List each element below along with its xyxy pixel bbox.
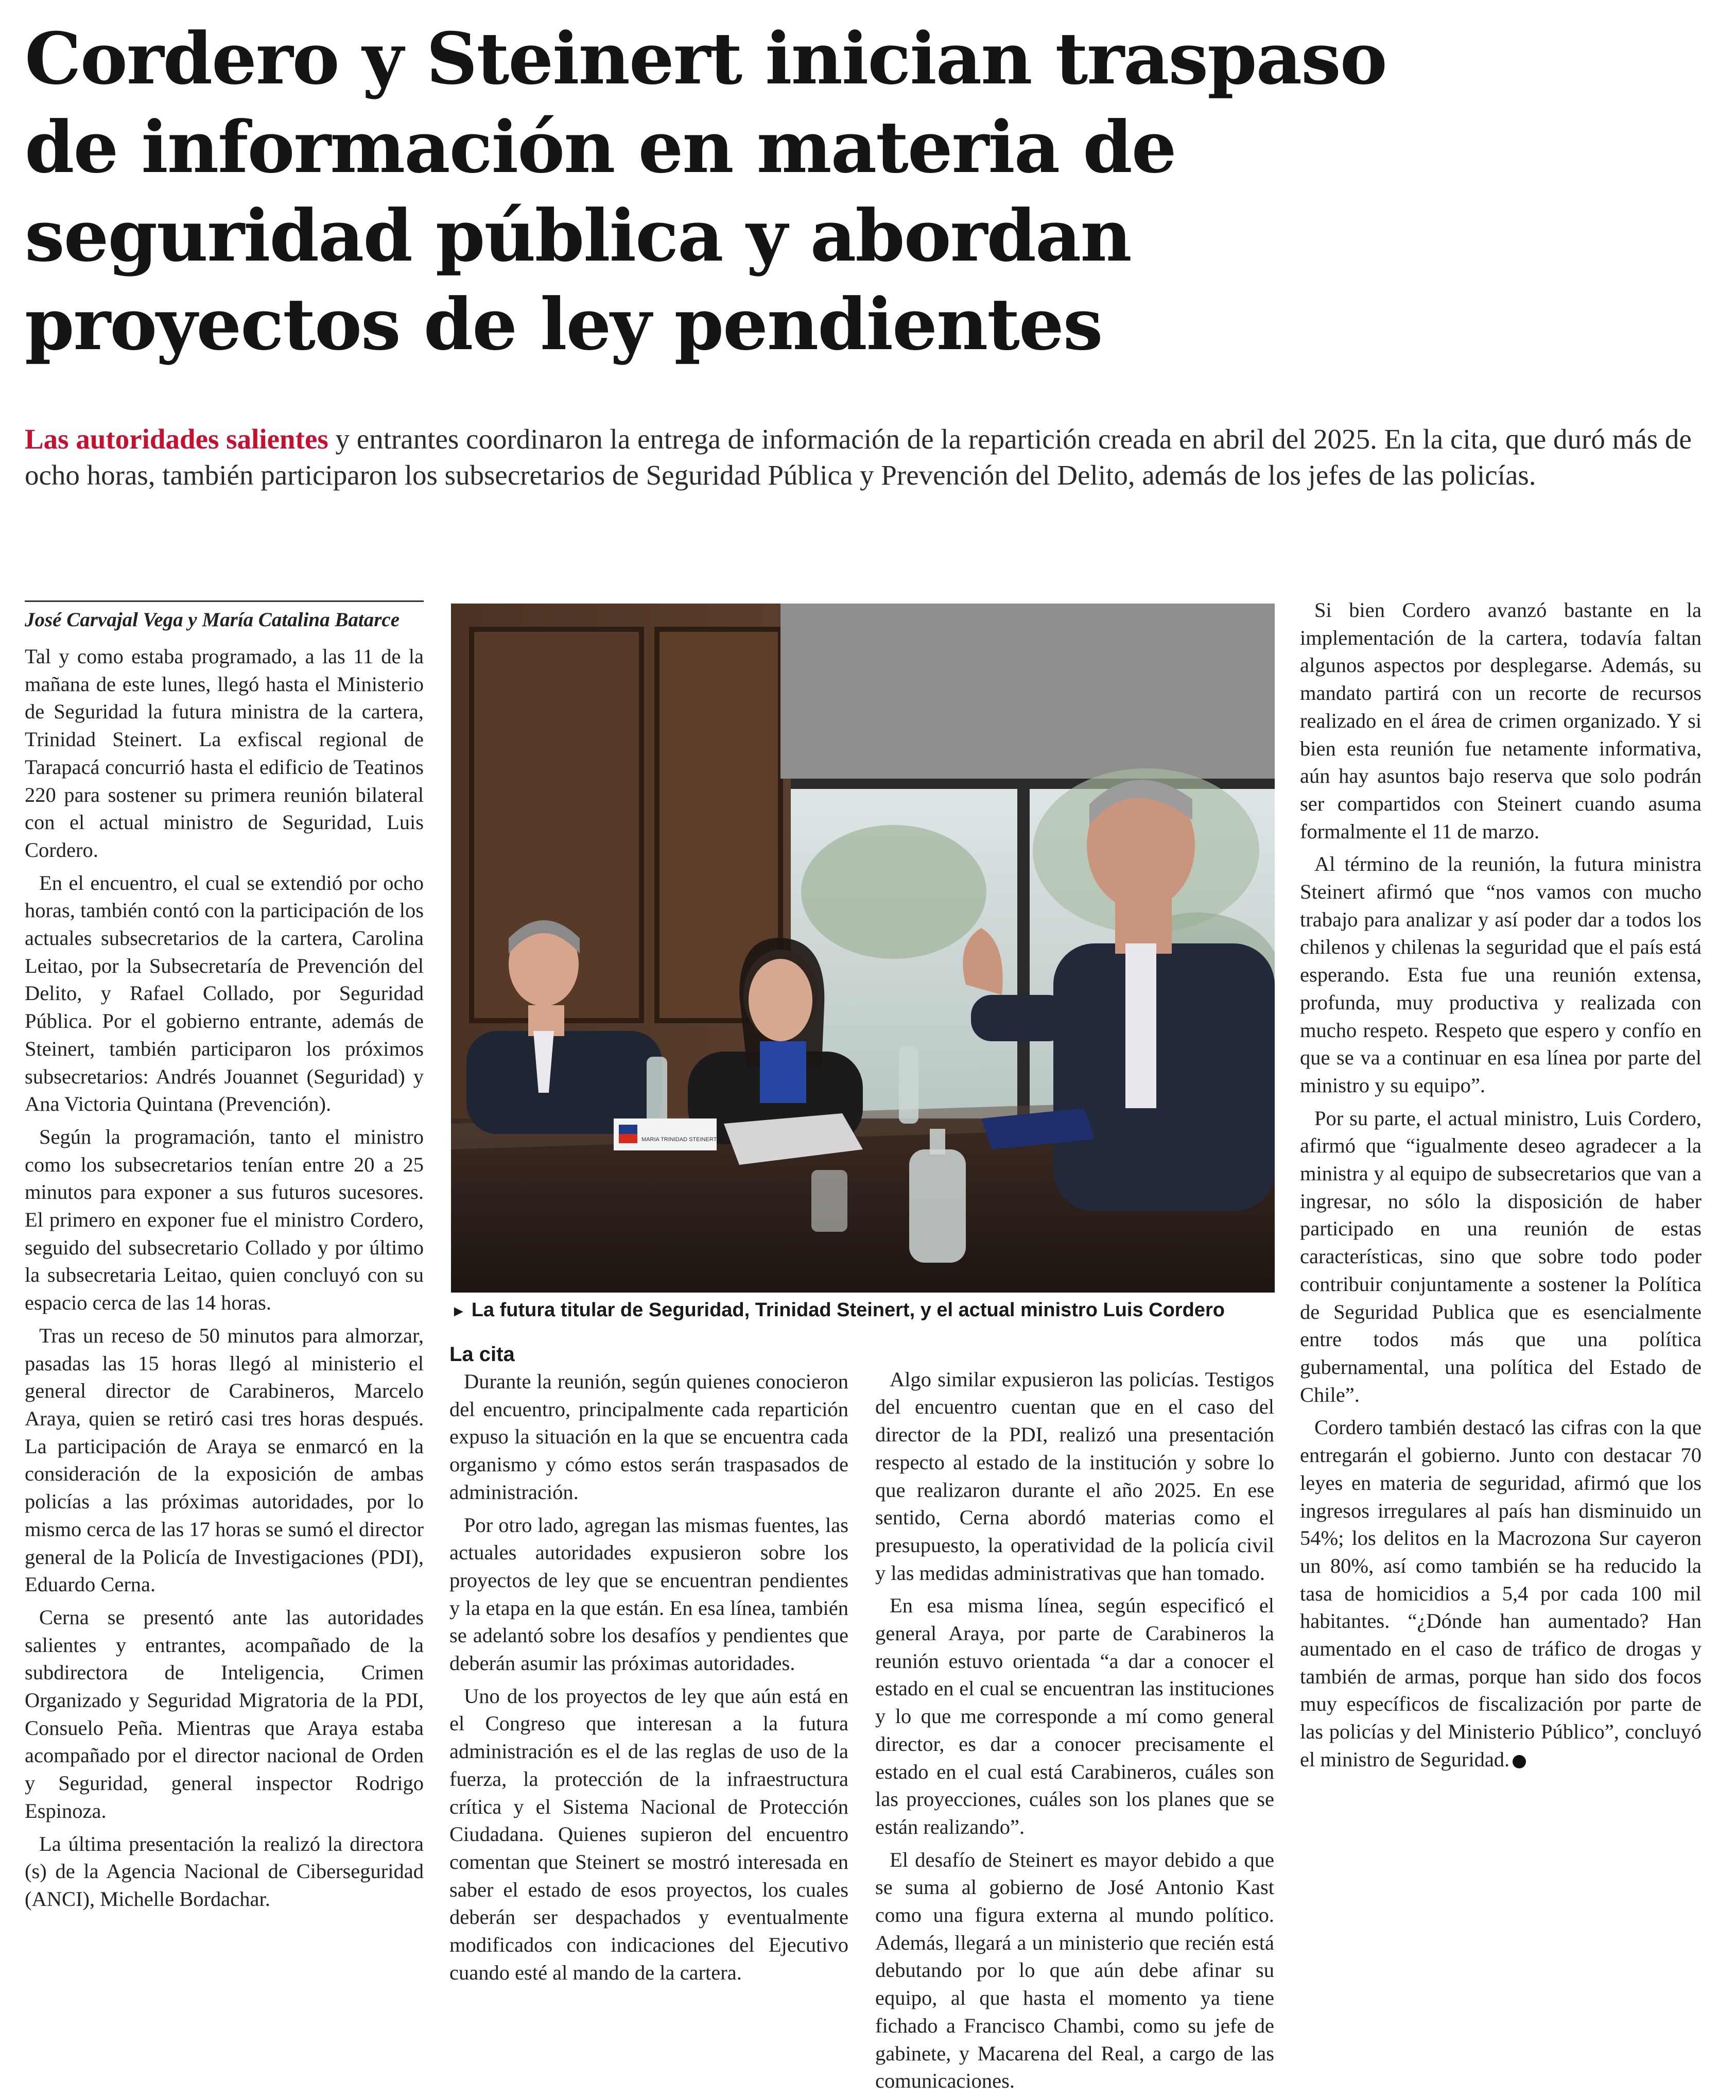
body-column-4 xyxy=(1300,596,1702,1779)
byline: José Carvajal Vega y María Catalina Batarce xyxy=(25,609,400,631)
body-paragraph-13: Si bien Cordero avanzó bastante en la implementación de la cartera, todavía faltan algunos aspectos por desplegarse. Además, su mandato partirá con un recorte de recursos realizado en el área de crimen organizado. Y si bien esta reunión fue netamente informativa, aún hay asuntos bajo reserva que solo podrán ser compartidos con Steinert cuando asuma formalmente el 11 de marzo. xyxy=(1300,598,1702,843)
headline xyxy=(25,14,1698,369)
body-paragraph-1: Tal y como estaba programado, a las 11 de la mañana de este lunes, llegó hasta el Ministerio de Seguridad la futura ministra de la cartera, Trinidad Steinert. La exfiscal regional de Tarapacá concurrió hasta el edificio de Teatinos 220 para sostener su primera reunión bilateral con el actual ministro de Seguridad, Luis Cordero. xyxy=(25,645,424,862)
headline-line-1: Cordero y Steinert inician traspaso xyxy=(25,16,1386,100)
body-paragraph-16 xyxy=(1300,1414,1702,1773)
body-column-2 xyxy=(449,1338,848,1986)
body-paragraph-14: Al término de la reunión, la futura ministra Steinert afirmó que “nos vamos con mucho trabajo para analizar y así poder dar a todos los chilenos y chilenas la seguridad que el país está esperando. Esta fue una reunión extensa, profunda, muy productiva y realizada con mucho respeto. Respeto que espero y confío en que se va a continuar en esa línea por parte del ministro y su equipo”. xyxy=(1300,852,1702,1097)
body-column-1 xyxy=(25,599,424,1918)
body-paragraph-5: Cerna se presentó ante las autoridades salientes y entrantes, acompañado de la subdirectora de Inteligencia, Crimen Organizado y Seguridad Migratoria de la PDI, Consuelo Peña. Mientras que Araya estaba acompañado por el director nacional de Orden y Seguridad, general inspector Rodrigo Espinoza. xyxy=(25,1605,424,1822)
headline-line-3: seguridad pública y abordan xyxy=(25,194,1131,278)
caption-marker: ► xyxy=(451,1303,466,1320)
body-paragraph-7: Durante la reunión, según quienes conocieron del encuentro, principalmente cada repartición expuso la situación en la que se encuentra cada organismo y cómo estos serán traspasados de administración. xyxy=(449,1370,848,1504)
column-3-continuation-spacer xyxy=(875,1338,1274,1366)
lead-paragraph xyxy=(25,421,1708,493)
body-paragraph-9: Uno de los proyectos de ley que aún está en el Congreso que interesan a la futura administración es el de las reglas de uso de la fuerza, la protección de la infraestructura crítica y el Sistema Nacional de Protección Ciudadana. Quienes supieron del encuentro comentan que Steinert se mostró interesada en saber el estado de esos proyectos, los cuales deberán ser despachados y eventualmente modificados con indicaciones del Ejecutivo cuando esté al mando de la cartera. xyxy=(449,1684,848,1984)
body-paragraph-4: Tras un receso de 50 minutos para almorzar, pasadas las 15 horas llegó al ministerio el general director de Carabineros, Marcelo Araya, quien se retiró casi tres horas después. La participación de Araya se enmarcó en la consideración de la exposición de ambas policías a las próximas autoridades, por lo mismo cerca de las 17 horas se sumó el director general de la Policía de Investigaciones (PDI), Eduardo Cerna. xyxy=(25,1323,424,1596)
body-paragraph-11: En esa misma línea, según especificó el general Araya, por parte de Carabineros la reunión estuvo orientada “a dar a conocer el estado en el cual se encuentran las instituciones y lo que me corresponde a mí como general director, es dar a conocer precisamente el estado en el cual está Carabineros, cuáles son las proyecciones, cuáles son los planes que se están realizando”. xyxy=(875,1594,1274,1838)
meeting-photo-illustration xyxy=(451,604,1275,1293)
photo-caption xyxy=(451,1298,1275,1324)
article-photo xyxy=(451,604,1275,1293)
body-paragraph-15: Por su parte, el actual ministro, Luis Cordero, afirmó que “igualmente deseo agradecer a la ministra y al equipo de subsecretarios que van a ingresar, no sólo la disposición de haber participado en una reunión de estas características, sino que sobre todo poder contribuir conjuntamente a sostener la Política de Seguridad Publica que es esencialmente entre todos más que una política gubernamental, una política del Estado de Chile”. xyxy=(1300,1106,1702,1406)
body-paragraph-2: En el encuentro, el cual se extendió por ocho horas, también contó con la participación de los actuales subsecretarios de la cartera, Carolina Leitao, por la Subsecretaría de Prevención del Delito, y Rafael Collado, por Seguridad Pública. Por el gobierno entrante, además de Steinert, también participaron los próximos subsecretarios: Andrés Jouannet (Seguridad) y Ana Victoria Quintana (Prevención). xyxy=(25,871,424,1116)
body-column-3 xyxy=(875,1338,1274,2100)
body-paragraph-12: El desafío de Steinert es mayor debido a que se suma al gobierno de José Antonio Kast como una figura externa al mundo político. Además, llegará a un ministerio que recién está debutando por lo que aún debe afinar su equipo, al que hasta el momento ya tiene fichado a Francisco Chambi, como su jefe de gabinete, y Macarena del Real, a cargo de las comunicaciones. xyxy=(875,1848,1274,2093)
subhead: La cita xyxy=(449,1343,515,1366)
body-paragraph-8: Por otro lado, agregan las mismas fuentes, las actuales autoridades expusieron sobre los proyectos de ley que se encuentran pendientes y la etapa en la que están. En esa línea, también se adelantó sobre los desafíos y pendientes que deberán asumir las próximas autoridades. xyxy=(449,1513,848,1675)
body-paragraph-6: La última presentación la realizó la directora (s) de la Agencia Nacional de Ciberseguridad (ANCI), Michelle Bordachar. xyxy=(25,1832,424,1910)
headline-line-2: de información en materia de xyxy=(25,105,1176,189)
end-of-article-mark xyxy=(1513,1755,1526,1768)
body-paragraph-10: Algo similar expusieron las policías. Testigos del encuentro cuentan que en el caso del director de la PDI, realizó una presentación respecto al estado de la institución y sobre lo que realizaron durante el año 2025. En ese sentido, Cerna abordó materias como el presupuesto, la operatividad de la policía civil y las medidas administrativas que han tomado. xyxy=(875,1367,1274,1585)
caption-text: La futura titular de Seguridad, Trinidad Steinert, y el actual ministro Luis Cordero xyxy=(471,1299,1225,1321)
body-paragraph-3: Según la programación, tanto el ministro como los subsecretarios tenían entre 20 a 25 minutos para exponer a sus futuros sucesores. El primero en exponer fue el ministro Cordero, seguido del subsecretario Collado y por último la subsecretaria Leitao, quien concluyó con su espacio cerca de las 14 horas. xyxy=(25,1125,424,1315)
body-paragraph-16-text: Cordero también destacó las cifras con la que entregarán el gobierno. Junto con destacar 70 leyes en materia de seguridad, afirmó que los ingresos irregulares al país han disminuido un 54%; los delitos en la Macrozona Sur cayeron un 80%, así como también se ha reducido la tasa de homicidios a 5,4 por cada 100 mil habitantes. “¿Dónde han aumentado? Han aumentado en el caso de tráfico de drogas y también de armas, porque han sido dos focos muy específicos de fiscalización por parte de las policías y del Ministerio Público”, concluyó el ministro de Seguridad. xyxy=(1300,1416,1702,1771)
nameplate-text: MARIA TRINIDAD STEINERT xyxy=(641,1137,717,1143)
headline-line-4: proyectos de ley pendientes xyxy=(25,282,1102,366)
lead-text: y entrantes coordinaron la entrega de información de la repartición creada en abril del 2025. En la cita, que duró más de ocho horas, también participaron los subsecretarios de Seguridad Pública y Prevención del Delito, además de los jefes de las policías. xyxy=(25,423,1692,491)
lead-kicker: Las autoridades salientes xyxy=(25,423,328,455)
